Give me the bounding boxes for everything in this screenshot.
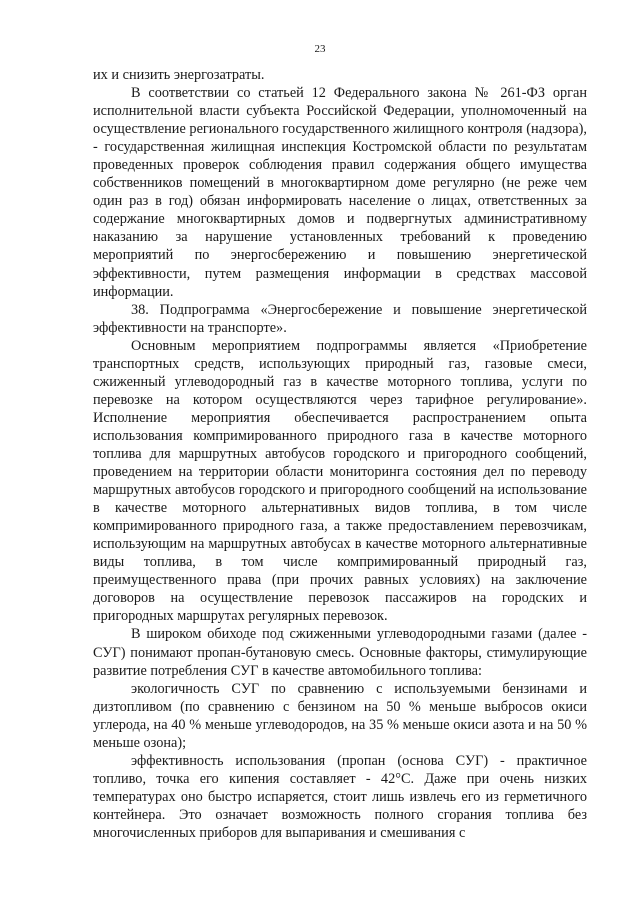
paragraph-lpg-efficiency: эффективность использования (пропан (основа СУГ) - практичное топливо, точка его кипения составляет - 42°С. Даже при очень низких температурах оно быстро испаряется, стоит лишь извлечь его из герметичного контейнера. Это означает возможность полного сгорания топлива без многочисленных приборов для выпаривания и смешивания с (93, 752, 587, 841)
page-number: 23 (314, 43, 326, 55)
document-body (93, 66, 587, 842)
paragraph-main-measure: Основным мероприятием подпрограммы является «Приобретение транспортных средств, использующих природный газ, газовые смеси, сжиженный углеводородный газ в качестве моторного топлива, услуги по перевозке на котором осуществляются через тарифное регулирование». Исполнение мероприятия обеспечивается распространением опыта использования компримированного природного газа в качестве моторного топлива для маршрутных автобусов городского и пригородного сообщений, проведением на территории области мониторинга состояния дел по переводу маршрутных автобусов городского и пригородного сообщений на использование в качестве моторного альтернативных видов топлива, в том числе компримированного природного газа, а также предоставлением перевозчикам, использующим на маршрутных автобусах в качестве моторного альтернативные виды топлива, в том числе компримированный природный газ, преимущественного права (при прочих равных условиях) на заключение договоров на осуществление перевозок пассажиров на городских и пригородных маршрутах регулярных перевозок. (93, 337, 587, 625)
paragraph-law-261: В соответствии со статьей 12 Федерального закона № 261-ФЗ орган исполнительной власти субъекта Российской Федерации, уполномоченный на осуществление регионального государственного жилищного контроля (надзора), - государственная жилищная инспекция Костромской области по результатам проведенных проверок соблюдения правил содержания общего имущества собственников помещений в многоквартирном доме регулярно (не реже чем один раз в год) обязан информировать население о лицах, ответственных за содержание многоквартирных домов и подвергнутых административному наказанию за нарушение установленных требований к проведению мероприятий по энергосбережению и повышению энергетической эффективности, путем размещения информации в средствах массовой информации. (93, 85, 587, 300)
paragraph-subprogram-38-heading: 38. Подпрограмма «Энергосбережение и повышение энергетической эффективности на транспорте». (93, 301, 587, 336)
paragraph-lpg-ecology: экологичность СУГ по сравнению с используемыми бензинами и дизтопливом (по сравнению с бензином на 50 % меньше выбросов окиси углерода, на 40 % меньше углеводородов, на 35 % меньше окиси азота и на 50 % меньше озона); (93, 680, 587, 751)
paragraph-lpg-definition: В широком обиходе под сжиженными углеводородными газами (далее - СУГ) понимают пропан-бутановую смесь. Основные факторы, стимулирующие развитие потребления СУГ в качестве автомобильного топлива: (93, 626, 587, 679)
paragraph-continuation: их и снизить энергозатраты. (93, 67, 265, 83)
